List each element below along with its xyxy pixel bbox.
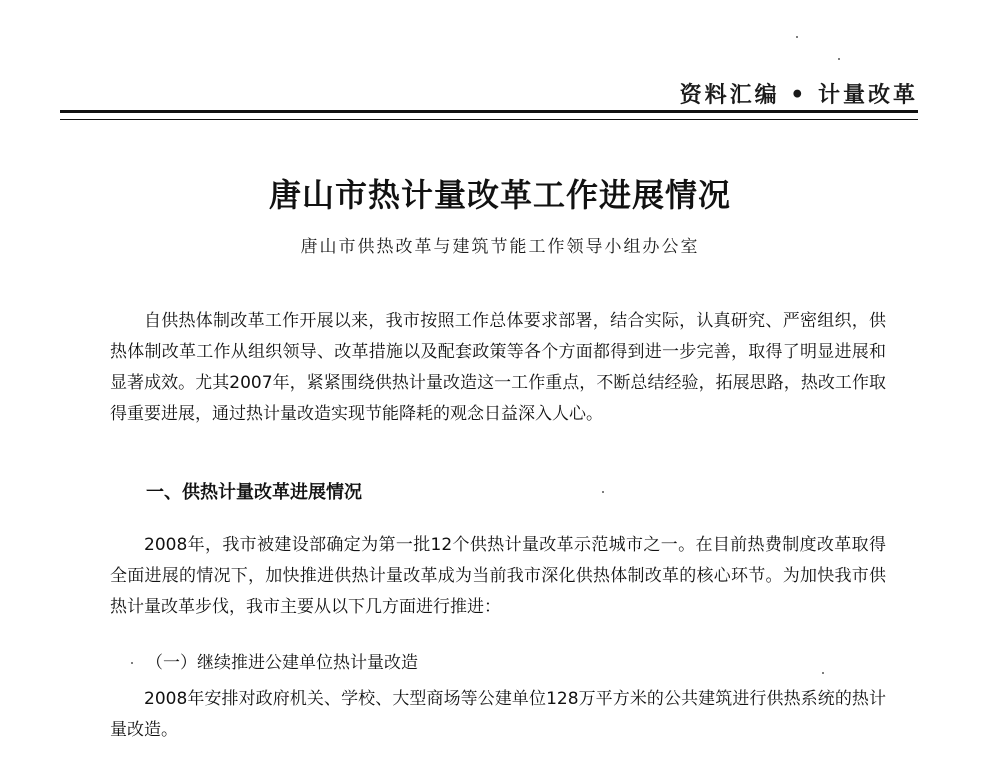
paragraph-progress: 2008年，我市被建设部确定为第一批12个供热计量改革示范城市之一。在目前热费制度改革取得全面进展的情况下，加快推进供热计量改革成为当前我市深化供热体制改革的核心环节。为加快我市供热计量改革步伐，我市主要从以下几方面进行推进： (110, 535, 886, 617)
scan-speck (822, 672, 824, 674)
header-rule-thin (60, 119, 918, 120)
paragraph-public-buildings: 2008年安排对政府机关、学校、大型商场等公建单位128万平方米的公共建筑进行供热系统的热计量改造。 (110, 689, 886, 740)
header-rule-thick (60, 110, 918, 113)
article-author: 唐山市供热改革与建筑节能工作领导小组办公室 (300, 237, 700, 257)
scan-speck (602, 491, 604, 493)
scan-speck (131, 662, 133, 664)
scan-speck (796, 36, 798, 38)
article-title: 唐山市热计量改革工作进展情况 (268, 176, 731, 214)
sub-heading: （一）继续推进公建单位热计量改造 (146, 653, 418, 673)
scan-speck (838, 58, 840, 60)
section-header-label: 资料汇编 • 计量改革 (679, 82, 918, 108)
section-heading: 一、供热计量改革进展情况 (146, 482, 362, 503)
paragraph-intro: 自供热体制改革工作开展以来，我市按照工作总体要求部署，结合实际，认真研究、严密组织，供热体制改革工作从组织领导、改革措施以及配套政策等各个方面都得到进一步完善，取得了明显进展和显著成效。尤其2007年，紧紧围绕供热计量改造这一工作重点，不断总结经验，拓展思路，热改工作取得重要进展，通过热计量改造实现节能降耗的观念日益深入人心。 (110, 311, 886, 424)
